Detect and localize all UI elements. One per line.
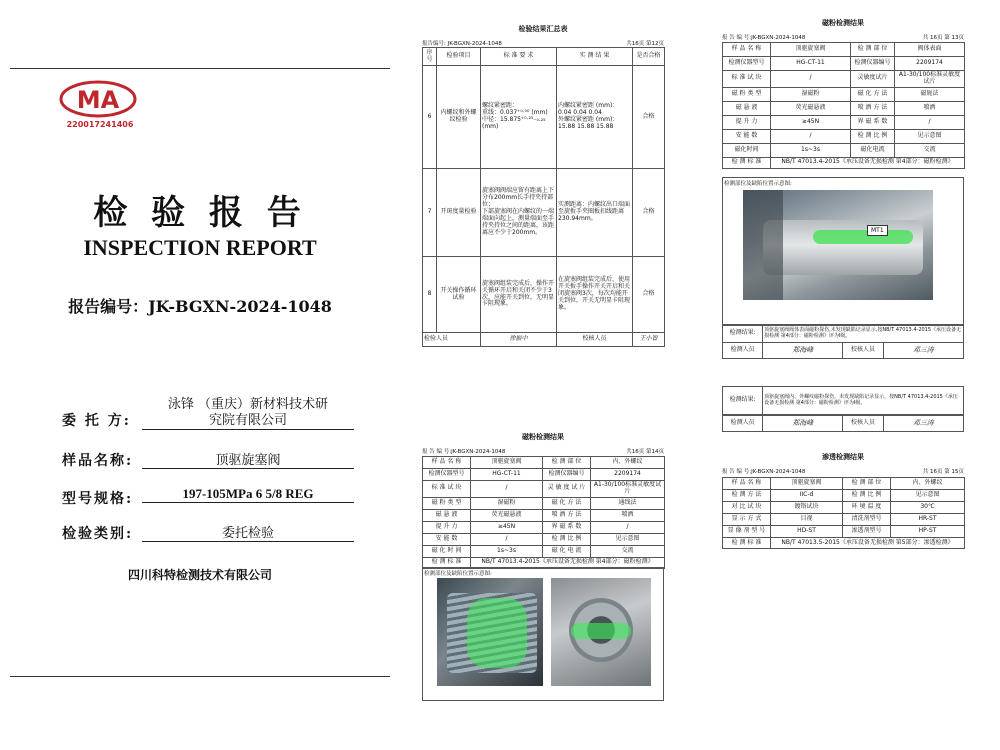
field-label: 检 测 比 例 xyxy=(843,490,891,502)
client-value-line1: 泳锋 （重庆）新材料技术研 xyxy=(167,397,329,412)
mag13-inspector-label: 检测人员 xyxy=(723,343,763,359)
field-value: A1-30/100标准灵敏度试片 xyxy=(591,481,665,498)
field-value: 顶驱旋塞阀 xyxy=(471,457,543,469)
field-value: / xyxy=(771,129,851,143)
field-label: 检 测 部 位 xyxy=(543,457,591,469)
mag13-photo-caption: 检测部位及缺陷位置示意图: xyxy=(724,181,792,187)
field-label: 标 准 试 块 xyxy=(423,481,471,498)
field-label: 喷 洒 方 法 xyxy=(543,509,591,521)
cover-top-rule xyxy=(10,68,390,69)
table-row xyxy=(423,457,665,469)
std-label: 检 测 标 准 xyxy=(723,538,771,549)
field-value: / xyxy=(591,521,665,533)
field-label: 磁 化 电 流 xyxy=(543,545,591,557)
field-label: 渗透剂型号 xyxy=(843,526,891,538)
col-header-no: 序号 xyxy=(423,48,437,66)
field-label: 磁 化 方 法 xyxy=(543,497,591,509)
row-ok: 合格 xyxy=(633,169,665,257)
field-value: 喷洒 xyxy=(591,509,665,521)
field-value: 喷洒 xyxy=(895,101,965,115)
table-row xyxy=(723,143,965,157)
field-label: 磁 悬 液 xyxy=(723,101,771,115)
mag13-checker-sig: 邓三涛 xyxy=(883,343,963,359)
cover-org: 四川科特检测技术有限公司 xyxy=(127,568,272,582)
field-value: 通线法 xyxy=(591,497,665,509)
mag13-photo xyxy=(743,190,933,300)
cover-report-no: 报告编号：JK-BGXN-2024-1048 xyxy=(68,297,332,316)
mag13-inspector-sig: 郑海峰 xyxy=(763,343,843,359)
field-label: 磁 化 方 法 xyxy=(851,87,895,101)
pen15-report-no: 报 告 编 号:JK-BGXN-2024-1048 xyxy=(722,469,806,475)
field-value: 湿磁粉 xyxy=(471,497,543,509)
table-row xyxy=(423,169,665,257)
field-value: HD-ST xyxy=(771,526,843,538)
field-label: 磁 悬 液 xyxy=(423,509,471,521)
field-label: 标 准 试 块 xyxy=(723,71,771,88)
std-label: 检 测 标 准 xyxy=(423,557,471,568)
field-value: 顶驱旋塞阀 xyxy=(771,43,851,57)
type-value: 委托检验 xyxy=(142,522,354,542)
table-row xyxy=(723,43,965,57)
summary-table xyxy=(422,47,665,347)
field-value: 荧光磁悬液 xyxy=(771,101,851,115)
row-ok: 合格 xyxy=(633,66,665,169)
field-label: 检 测 比 例 xyxy=(543,533,591,545)
cover-bottom-rule xyxy=(10,676,390,677)
row-res: 内螺纹紧密距 (mm)： 0.04 0.04 0.04 外螺纹紧密距 (mm)： 15.88 15.88 15.88 xyxy=(557,66,633,169)
pen15-title: 渗透检测结果 xyxy=(822,453,864,461)
mag14-report-no: 报 告 编 号:JK-BGXN-2024-1048 xyxy=(422,449,506,455)
mt1-tag: MT1 xyxy=(867,225,888,236)
client-value-line2: 究院有限公司 xyxy=(208,413,287,428)
field-value: HP-ST xyxy=(891,526,965,538)
field-label: 磁化时间 xyxy=(723,143,771,157)
field-label: 灵敏度试片 xyxy=(851,71,895,88)
std-value: NB/T 47013.4-2015《承压设备无损检测 第4部分：磁粉检测》 xyxy=(471,557,665,568)
field-label: 检测仪器编号 xyxy=(543,469,591,481)
summary-header xyxy=(422,39,664,47)
mag13-page-no: 共 16页 第 13页 xyxy=(922,35,964,41)
field-label: 界 磁 系 数 xyxy=(543,521,591,533)
field-value: 镀铬试块 xyxy=(771,502,843,514)
table-row xyxy=(723,514,965,526)
mag-result-sign xyxy=(722,415,964,432)
row-req: 螺纹紧密距： 重线：0.037⁺⁰⋅⁰⁰ (mm) 中径：15.875⁺⁰⋅²⁵₋₀.₂₅ (mm) xyxy=(481,66,557,169)
field-label: 环 境 温 度 xyxy=(843,502,891,514)
cma-logo-text: MA xyxy=(76,86,120,114)
field-value: A1-30/100标准灵敏度试片 xyxy=(895,71,965,88)
field-value: 内、外螺纹 xyxy=(891,478,965,490)
mag13-footer xyxy=(722,324,964,343)
field-value: 磁轭法 xyxy=(895,87,965,101)
sample-label: 样品名称: xyxy=(62,453,134,469)
client-label: 委 托 方: xyxy=(62,413,131,429)
field-value: / xyxy=(895,115,965,129)
cover-title-en: INSPECTION REPORT xyxy=(83,235,317,260)
sample-value: 顶驱旋塞阀 xyxy=(142,449,354,469)
mag-result-inspector-sig: 郑海峰 xyxy=(763,416,843,432)
checker-sig: 王小智 xyxy=(633,333,665,347)
field-label: 提 升 力 xyxy=(723,115,771,129)
field-label: 清洗剂型号 xyxy=(843,514,891,526)
row-req: 旋塞阀阀端应留有距离上下分布200mm长手持夹持部位； 下部旋塞阀在内螺纹的一端端面向起上，测量端面至手持夹持位之间的距离，该距离应不少于200mm。 xyxy=(481,169,557,257)
std-row xyxy=(723,538,965,549)
field-label: 检 测 比 例 xyxy=(851,129,895,143)
mag13-table xyxy=(722,42,965,169)
field-label: 提 升 力 xyxy=(423,521,471,533)
pen15-table xyxy=(722,477,965,549)
field-value: HG-CT-11 xyxy=(771,57,851,71)
field-label: 样 品 名 称 xyxy=(423,457,471,469)
field-value: / xyxy=(471,533,543,545)
model-value: 197-105MPa 6 5/8 REG xyxy=(142,486,354,503)
field-label: 界 磁 系 数 xyxy=(851,115,895,129)
pen15-page xyxy=(722,452,964,556)
summary-sign-row xyxy=(423,333,665,347)
std-value: NB/T 47013.4-2015《承压设备无损检测 第4部分：磁粉检测》 xyxy=(771,157,965,168)
mag-result-checker-label: 校核人员 xyxy=(843,416,883,432)
row-res: 在旋塞阀组装完成后，使用开关扳手操作开关开启和关闭旋塞阀3次，每次均能开关到位，开关无明显卡阻现象。 xyxy=(557,257,633,333)
field-label: 检 测 方 法 xyxy=(723,490,771,502)
field-value: 2209174 xyxy=(591,469,665,481)
table-row xyxy=(723,57,965,71)
mag14-photo-caption: 检测部位及缺陷位置示意图: xyxy=(424,571,492,577)
field-value: 见示意图 xyxy=(891,490,965,502)
row-item: 开关操作循环试验 xyxy=(437,257,481,333)
mag13-result-label: 检测结果: xyxy=(723,325,763,343)
mag14-photo-left xyxy=(437,578,543,686)
field-value: 顶驱旋塞阀 xyxy=(771,478,843,490)
mag13-title: 磁粉检测结果 xyxy=(822,19,864,27)
row-no: 6 xyxy=(423,66,437,169)
table-row xyxy=(723,87,965,101)
inspector-label: 检验人员 xyxy=(424,335,449,343)
field-value: 荧光磁悬液 xyxy=(471,509,543,521)
mag14-photo-box xyxy=(422,567,664,701)
field-value: / xyxy=(471,481,543,498)
row-res: 实测距离：内螺纹出口端面至旋扳手夹圈板扣线距离230.94mm。 xyxy=(557,169,633,257)
row-no: 7 xyxy=(423,169,437,257)
field-label: 检测仪器型号 xyxy=(423,469,471,481)
pen15-page-no: 共 16页 第 15页 xyxy=(922,469,964,475)
field-label: 检 测 部 位 xyxy=(843,478,891,490)
field-label: 样 品 名 称 xyxy=(723,43,771,57)
row-req: 旋塞阀组装完成后，操作开关循环开启和关闭不少于3次，应能开关到位，无明显卡阻现象。 xyxy=(481,257,557,333)
table-row xyxy=(723,526,965,538)
table-row xyxy=(423,66,665,169)
mag14-table xyxy=(422,456,665,569)
table-row xyxy=(423,469,665,481)
table-row xyxy=(723,502,965,514)
mag14-page xyxy=(422,432,664,702)
row-no: 8 xyxy=(423,257,437,333)
mag-result-label: 检测结果: xyxy=(723,387,763,415)
field-label: 磁 粉 类 型 xyxy=(423,497,471,509)
cover-title-cn: 检 验 报 告 xyxy=(93,193,307,233)
field-label: 安 能 数 xyxy=(423,533,471,545)
mag13-page xyxy=(722,18,964,362)
std-row xyxy=(723,157,965,168)
field-value: HR-ST xyxy=(891,514,965,526)
mag14-header xyxy=(422,447,664,455)
inspector-sig: 徐振中 xyxy=(481,333,557,347)
field-label: 显 示 方 式 xyxy=(723,514,771,526)
type-label: 检验类别: xyxy=(62,526,134,542)
mag14-title: 磁粉检测结果 xyxy=(522,433,564,441)
field-label: 检 测 部 位 xyxy=(851,43,895,57)
field-value: 1s~3s xyxy=(771,143,851,157)
field-label: 安 能 数 xyxy=(723,129,771,143)
mag13-sign xyxy=(722,342,964,359)
client-value xyxy=(142,397,354,430)
field-value: 30℃ xyxy=(891,502,965,514)
mag-result-table xyxy=(722,386,964,415)
col-header-item: 检验项目 xyxy=(437,48,481,66)
field-value: 1s~3s xyxy=(471,545,543,557)
summary-page-no: 共16页 第12页 xyxy=(626,41,664,47)
mag14-page-no: 共16页 第14页 xyxy=(626,449,664,455)
summary-report-no: 报告编号: JK-BGXN-2024-1048 xyxy=(422,41,502,47)
summary-page xyxy=(422,24,664,343)
summary-title: 检验结果汇总表 xyxy=(518,25,568,33)
field-label: 对 比 试 块 xyxy=(723,502,771,514)
checker-label: 校核人员 xyxy=(557,333,633,347)
mag13-result-text: 顶驱旋塞阀阀体表面磁粉探伤,未发现缺陷记录显示,按NB/T 47013.4-2015《承压设备无损检测 第4部分：磁粉检测》评为I级。 xyxy=(763,325,964,343)
mag13-checker-label: 校核人员 xyxy=(843,343,883,359)
model-label: 型号规格: xyxy=(62,491,134,507)
field-value: 见示意图 xyxy=(895,129,965,143)
table-row xyxy=(723,478,965,490)
mag-result-checker-sig: 邓三涛 xyxy=(883,416,963,432)
mag13-photo-box xyxy=(722,177,964,326)
field-value: 2209174 xyxy=(895,57,965,71)
field-label: 检测仪器型号 xyxy=(723,57,771,71)
table-row xyxy=(423,257,665,333)
field-label: 灵 敏 度 试 片 xyxy=(543,481,591,498)
field-value: HG-CT-11 xyxy=(471,469,543,481)
field-label: 喷 洒 方 法 xyxy=(851,101,895,115)
std-value: NB/T 47013.5-2015《承压设备无损检测 第5部分：渗透检测》 xyxy=(771,538,965,549)
mag14-photo-right xyxy=(551,578,651,686)
mag-result-text: 顶驱旋塞阀内、外螺纹磁粉探伤，未发现缺陷记录显示，按NB/T 47013.4-2015《承压设备无损检测 第4部分：磁粉检测》评为I级。 xyxy=(763,387,964,415)
summary-header-row xyxy=(423,48,665,66)
field-value: ≥45N xyxy=(771,115,851,129)
field-value: ≥45N xyxy=(471,521,543,533)
table-row xyxy=(723,129,965,143)
field-value: / xyxy=(771,71,851,88)
field-value: 内、外螺纹 xyxy=(591,457,665,469)
field-value: 湿磁粉 xyxy=(771,87,851,101)
table-row xyxy=(423,481,665,498)
col-header-ok: 是否合格 xyxy=(633,48,665,66)
pen15-header xyxy=(722,467,964,475)
table-row xyxy=(723,71,965,88)
field-value: 交流 xyxy=(895,143,965,157)
row-ok: 合格 xyxy=(633,257,665,333)
field-label: 显 像 剂 型 号 xyxy=(723,526,771,538)
table-row xyxy=(423,509,665,521)
table-row xyxy=(423,521,665,533)
col-header-res: 实 测 结 果 xyxy=(557,48,633,66)
table-row xyxy=(723,101,965,115)
field-value: 目视 xyxy=(771,514,843,526)
field-label: 磁化电流 xyxy=(851,143,895,157)
table-row xyxy=(723,490,965,502)
mag-result-inspector-label: 检测人员 xyxy=(723,416,763,432)
row-item: 内螺纹和外螺纹检验 xyxy=(437,66,481,169)
field-label: 磁 化 时 间 xyxy=(423,545,471,557)
field-value: 交流 xyxy=(591,545,665,557)
field-value: 阀体表面 xyxy=(895,43,965,57)
row-item: 开斑度量检验 xyxy=(437,169,481,257)
field-label: 检测仪器编号 xyxy=(851,57,895,71)
table-row xyxy=(423,545,665,557)
mag13-header xyxy=(722,33,964,41)
mag-result-page xyxy=(722,386,964,432)
field-label: 样 品 名 称 xyxy=(723,478,771,490)
mag13-report-no: 报 告 编 号:JK-BGXN-2024-1048 xyxy=(722,35,806,41)
field-value: IIC-d xyxy=(771,490,843,502)
inspector-cell xyxy=(423,333,481,347)
field-label: 磁 粉 类 型 xyxy=(723,87,771,101)
table-row xyxy=(723,115,965,129)
std-label: 检 测 标 准 xyxy=(723,157,771,168)
field-value: 见示意图 xyxy=(591,533,665,545)
table-row xyxy=(423,533,665,545)
col-header-req: 标 准 要 求 xyxy=(481,48,557,66)
table-row xyxy=(423,497,665,509)
cma-code: 220017241406 xyxy=(66,120,134,129)
